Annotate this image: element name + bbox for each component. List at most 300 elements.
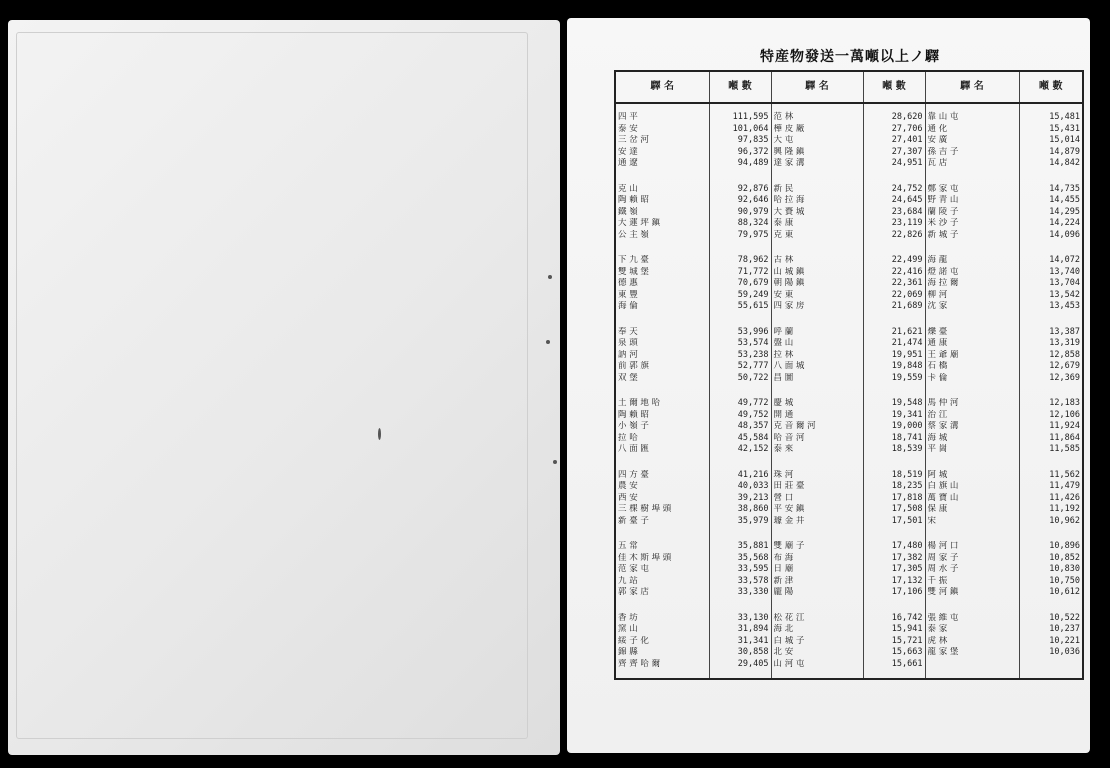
tonnage-cell: 14,096 [1019,230,1083,242]
spacer-cell [863,170,925,184]
station-name-cell: 新 城 子 [925,230,1019,242]
station-name-cell: 八 面 城 [771,361,863,373]
tonnage-cell: 19,848 [863,361,925,373]
station-name-cell: 海 城 [925,433,1019,445]
spacer-cell [771,170,863,184]
tonnage-cell: 111,595 [709,103,771,124]
table-row [615,516,1083,528]
tonnage-cell: 17,382 [863,553,925,565]
tonnage-cell: 53,996 [709,327,771,339]
station-name-cell: 陶 賴 昭 [615,410,709,422]
station-name-cell: 龐 陽 [771,587,863,599]
table-row [615,624,1083,636]
table-row [615,433,1083,445]
station-name-cell: 田 莊 臺 [771,481,863,493]
station-name-cell: 四 方 臺 [615,470,709,482]
spacer-cell [1019,241,1083,255]
ink-speck [548,275,552,279]
station-name-cell: 香 坊 [615,613,709,625]
station-name-cell: 農 安 [615,481,709,493]
tonnage-cell [1019,659,1083,680]
station-name-cell: 呼 蘭 [771,327,863,339]
spacer-cell [925,456,1019,470]
station-name-cell: 范 林 [771,103,863,124]
table-row [615,647,1083,659]
tonnage-cell: 10,962 [1019,516,1083,528]
station-name-cell: 海 拉 爾 [925,278,1019,290]
station-name-cell: 昌 圖 [771,373,863,385]
tonnage-cell: 10,750 [1019,576,1083,588]
tonnage-cell: 40,033 [709,481,771,493]
station-name-cell: 窯 山 [615,624,709,636]
tonnage-cell: 29,405 [709,659,771,680]
station-name-cell: 奉 天 [615,327,709,339]
table-row [615,444,1083,456]
table-row [615,553,1083,565]
table-row [615,493,1083,505]
station-name-cell: 公 主 嶺 [615,230,709,242]
tonnage-cell: 53,574 [709,338,771,350]
spacer-cell [863,384,925,398]
station-name-cell: 四 平 [615,103,709,124]
spacer-cell [925,170,1019,184]
table-row [615,255,1083,267]
tonnage-cell: 101,064 [709,124,771,136]
table-row [615,290,1083,302]
tonnage-cell: 24,645 [863,195,925,207]
tonnage-cell: 14,295 [1019,207,1083,219]
tonnage-cell: 17,480 [863,541,925,553]
station-name-cell: 山 河 屯 [771,659,863,680]
tonnage-cell: 96,372 [709,147,771,159]
tonnage-cell: 19,951 [863,350,925,362]
tonnage-cell: 21,474 [863,338,925,350]
station-name-cell: 珠 河 [771,470,863,482]
station-name-cell: 新 津 [771,576,863,588]
station-name-cell: 安 達 [615,147,709,159]
station-name-cell: 靠 山 屯 [925,103,1019,124]
spacer-cell [863,599,925,613]
station-name-cell: 鄭 家 屯 [925,184,1019,196]
station-name-cell: 朝 陽 鎭 [771,278,863,290]
station-name-cell: 松 花 江 [771,613,863,625]
station-name-cell: 德 惠 [615,278,709,290]
spacer-cell [709,241,771,255]
tonnage-cell: 22,499 [863,255,925,267]
spacer-cell [1019,599,1083,613]
data-table [614,70,1084,680]
station-name-cell: 通 化 [925,124,1019,136]
tonnage-cell: 92,646 [709,195,771,207]
station-name-cell: 石 橋 [925,361,1019,373]
station-name-cell: 三 岔 河 [615,135,709,147]
station-name-cell: 新 民 [771,184,863,196]
tonnage-cell: 10,612 [1019,587,1083,599]
table-row [615,184,1083,196]
spacer-cell [615,456,709,470]
table-row [615,410,1083,422]
tonnage-cell: 33,330 [709,587,771,599]
group-spacer [615,384,1083,398]
tonnage-cell: 10,237 [1019,624,1083,636]
station-name-cell: 布 海 [771,553,863,565]
spacer-cell [925,527,1019,541]
station-name-cell: 克 山 [615,184,709,196]
station-name-cell: 泰 家 [925,624,1019,636]
station-name-cell: 三 棵 樹 埠 頭 [615,504,709,516]
station-name-cell: 小 嶺 子 [615,421,709,433]
station-name-cell: 虎 林 [925,636,1019,648]
table-row [615,207,1083,219]
tonnage-cell: 31,894 [709,624,771,636]
tonnage-cell: 15,721 [863,636,925,648]
tonnage-cell: 33,578 [709,576,771,588]
station-name-cell: 周 家 子 [925,553,1019,565]
table-row [615,481,1083,493]
station-name-cell: 樺 皮 厰 [771,124,863,136]
header-tonnage-1: 噸 數 [709,71,771,103]
tonnage-cell: 39,213 [709,493,771,505]
page-title: 特産物發送一萬噸以上ノ驛 [760,49,940,65]
station-name-cell: 海 倫 [615,301,709,313]
station-name-cell: 大 賚 城 [771,207,863,219]
tonnage-cell: 10,852 [1019,553,1083,565]
tonnage-cell: 71,772 [709,267,771,279]
table-row [615,338,1083,350]
tonnage-cell: 23,684 [863,207,925,219]
station-name-cell: 雙 廟 子 [771,541,863,553]
spacer-cell [709,384,771,398]
header-tonnage-3: 噸 數 [1019,71,1083,103]
spacer-cell [709,456,771,470]
table-row [615,470,1083,482]
station-name-cell: 哈 拉 海 [771,195,863,207]
station-name-cell: 白 旗 山 [925,481,1019,493]
spacer-cell [1019,456,1083,470]
spacer-cell [1019,313,1083,327]
station-name-cell: 蔡 家 溝 [925,421,1019,433]
tonnage-cell: 45,584 [709,433,771,445]
tonnage-cell: 52,777 [709,361,771,373]
tonnage-cell: 11,924 [1019,421,1083,433]
spacer-cell [615,170,709,184]
table-row [615,636,1083,648]
group-spacer [615,313,1083,327]
tonnage-cell: 19,548 [863,398,925,410]
station-name-cell: 古 林 [771,255,863,267]
tonnage-cell: 33,130 [709,613,771,625]
table-row [615,659,1083,680]
table-row [615,158,1083,170]
spacer-cell [771,599,863,613]
station-name-cell: 白 城 子 [771,636,863,648]
tonnage-cell: 17,508 [863,504,925,516]
tonnage-cell: 31,341 [709,636,771,648]
station-name-cell: 孫 吉 子 [925,147,1019,159]
station-name-cell: 拉 哈 [615,433,709,445]
tonnage-cell: 19,000 [863,421,925,433]
station-name-cell [925,659,1019,680]
tonnage-cell: 16,742 [863,613,925,625]
tonnage-cell: 10,896 [1019,541,1083,553]
station-name-cell: 爍 臺 [925,327,1019,339]
group-spacer [615,456,1083,470]
tonnage-cell: 22,361 [863,278,925,290]
tonnage-cell: 12,369 [1019,373,1083,385]
station-name-cell: 安 廣 [925,135,1019,147]
spacer-cell [863,313,925,327]
table-row [615,147,1083,159]
ink-speck [378,428,381,440]
table-row [615,564,1083,576]
station-name-cell: 安 東 [771,290,863,302]
spacer-cell [925,384,1019,398]
station-name-cell: 大 屯 [771,135,863,147]
station-name-cell: 泰 來 [771,444,863,456]
station-name-cell: 東 豐 [615,290,709,302]
tonnage-cell: 15,431 [1019,124,1083,136]
spacer-cell [615,241,709,255]
station-name-cell: 泉 頭 [615,338,709,350]
tonnage-cell: 12,858 [1019,350,1083,362]
tonnage-cell: 30,858 [709,647,771,659]
station-name-cell: 錦 縣 [615,647,709,659]
tonnage-cell: 14,455 [1019,195,1083,207]
station-name-cell: 瓦 店 [925,158,1019,170]
spacer-cell [709,170,771,184]
header-row [615,71,1083,103]
station-name-cell: 泰 安 [615,124,709,136]
tonnage-cell: 22,826 [863,230,925,242]
tonnage-cell: 13,704 [1019,278,1083,290]
tonnage-cell: 14,879 [1019,147,1083,159]
tonnage-cell: 11,562 [1019,470,1083,482]
station-name-cell: 通 遼 [615,158,709,170]
station-name-cell: 雙 河 鎭 [925,587,1019,599]
station-name-cell: 拉 林 [771,350,863,362]
station-name-cell: 西 安 [615,493,709,505]
table-row [615,350,1083,362]
station-name-cell: 保 康 [925,504,1019,516]
station-name-cell: 日 廟 [771,564,863,576]
station-name-cell: 雙 城 堡 [615,267,709,279]
station-name-cell: 前 郭 旗 [615,361,709,373]
station-name-cell: 馬 仲 河 [925,398,1019,410]
station-name-cell: 沈 家 [925,301,1019,313]
spacer-cell [615,313,709,327]
tonnage-cell: 13,453 [1019,301,1083,313]
table-body [615,103,1083,679]
tonnage-cell: 24,752 [863,184,925,196]
tonnage-cell: 12,183 [1019,398,1083,410]
station-name-cell: 通 康 [925,338,1019,350]
tonnage-cell: 13,542 [1019,290,1083,302]
station-name-cell: 平 安 鎭 [771,504,863,516]
header-tonnage-2: 噸 數 [863,71,925,103]
station-name-cell: 八 面 匯 [615,444,709,456]
group-spacer [615,241,1083,255]
station-name-cell: 北 安 [771,647,863,659]
tonnage-cell: 11,426 [1019,493,1083,505]
station-name-cell: 野 青 山 [925,195,1019,207]
tonnage-cell: 35,568 [709,553,771,565]
tonnage-cell: 17,132 [863,576,925,588]
tonnage-cell: 15,941 [863,624,925,636]
group-spacer [615,599,1083,613]
station-name-cell: 卡 倫 [925,373,1019,385]
station-name-cell: 五 常 [615,541,709,553]
tonnage-cell: 78,962 [709,255,771,267]
tonnage-cell: 42,152 [709,444,771,456]
tonnage-cell: 13,319 [1019,338,1083,350]
station-name-cell: 海 北 [771,624,863,636]
tonnage-cell: 48,357 [709,421,771,433]
station-name-cell: 燈 諾 屯 [925,267,1019,279]
station-name-cell: 平 崗 [925,444,1019,456]
station-name-cell: 宋 [925,516,1019,528]
tonnage-cell: 50,722 [709,373,771,385]
tonnage-cell: 10,221 [1019,636,1083,648]
station-name-cell: 山 城 鎭 [771,267,863,279]
table-row [615,218,1083,230]
station-name-cell: 營 口 [771,493,863,505]
tonnage-cell: 13,387 [1019,327,1083,339]
spacer-cell [925,241,1019,255]
header-station-3: 驛 名 [925,71,1019,103]
tonnage-cell: 17,305 [863,564,925,576]
tonnage-cell: 49,752 [709,410,771,422]
tonnage-cell: 35,881 [709,541,771,553]
station-name-cell: 米 沙 子 [925,218,1019,230]
spacer-cell [771,241,863,255]
spacer-cell [863,527,925,541]
tonnage-cell: 15,014 [1019,135,1083,147]
station-name-cell: 訥 河 [615,350,709,362]
tonnage-cell: 23,119 [863,218,925,230]
tonnage-cell: 15,661 [863,659,925,680]
tonnage-cell: 12,679 [1019,361,1083,373]
station-name-cell: 新 臺 子 [615,516,709,528]
station-name-cell: 克 音 爾 河 [771,421,863,433]
tonnage-cell: 19,341 [863,410,925,422]
table-row [615,278,1083,290]
spacer-cell [1019,384,1083,398]
tonnage-cell: 97,835 [709,135,771,147]
tonnage-cell: 59,249 [709,290,771,302]
spacer-cell [771,384,863,398]
spacer-cell [925,599,1019,613]
tonnage-cell: 90,979 [709,207,771,219]
tonnage-cell: 18,519 [863,470,925,482]
tonnage-cell: 14,072 [1019,255,1083,267]
station-name-cell: 佳 木 斯 埠 頭 [615,553,709,565]
station-name-cell: 陶 賴 昭 [615,195,709,207]
tonnage-cell: 15,481 [1019,103,1083,124]
table-row [615,195,1083,207]
station-name-cell: 郭 家 店 [615,587,709,599]
tonnage-cell: 27,401 [863,135,925,147]
tonnage-cell: 17,106 [863,587,925,599]
tonnage-cell: 18,539 [863,444,925,456]
tonnage-cell: 21,621 [863,327,925,339]
station-name-cell: 萬 寶 山 [925,493,1019,505]
header-station-1: 驛 名 [615,71,709,103]
station-name-cell: 蘭 陵 子 [925,207,1019,219]
spacer-cell [709,527,771,541]
tonnage-cell: 22,416 [863,267,925,279]
tonnage-cell: 11,585 [1019,444,1083,456]
station-name-cell: 泰 康 [771,218,863,230]
table-row [615,398,1083,410]
tonnage-cell: 53,238 [709,350,771,362]
tonnage-cell: 13,740 [1019,267,1083,279]
station-name-cell: 下 九 臺 [615,255,709,267]
table-row [615,361,1083,373]
table-row [615,613,1083,625]
group-spacer [615,170,1083,184]
spacer-cell [925,313,1019,327]
tonnage-cell: 11,864 [1019,433,1083,445]
station-name-cell: 克 東 [771,230,863,242]
station-name-cell: 柳 河 [925,290,1019,302]
station-name-cell: 哈 音 河 [771,433,863,445]
station-name-cell: 海 龍 [925,255,1019,267]
tonnage-cell: 12,106 [1019,410,1083,422]
ink-speck [546,340,550,344]
tonnage-cell: 22,069 [863,290,925,302]
table-row [615,267,1083,279]
table-row [615,373,1083,385]
station-name-cell: 綏 子 化 [615,636,709,648]
table-row [615,576,1083,588]
tonnage-cell: 35,979 [709,516,771,528]
station-name-cell: 齊 齊 哈 爾 [615,659,709,680]
tonnage-cell: 15,663 [863,647,925,659]
station-name-cell: 大 蓮 坪 鎭 [615,218,709,230]
station-name-cell: 璩 金 井 [771,516,863,528]
spacer-cell [615,599,709,613]
station-name-cell: 慶 城 [771,398,863,410]
station-name-cell: 九 站 [615,576,709,588]
station-name-cell: 興 隆 鎭 [771,147,863,159]
tonnage-cell: 94,489 [709,158,771,170]
spacer-cell [1019,170,1083,184]
tonnage-cell: 27,307 [863,147,925,159]
tonnage-cell: 17,818 [863,493,925,505]
station-name-cell: 楊 河 口 [925,541,1019,553]
tonnage-cell: 18,235 [863,481,925,493]
tonnage-cell: 49,772 [709,398,771,410]
tonnage-cell: 11,192 [1019,504,1083,516]
spacer-cell [615,384,709,398]
station-name-cell: 龍 家 堡 [925,647,1019,659]
table-row [615,230,1083,242]
tonnage-cell: 70,679 [709,278,771,290]
group-spacer [615,527,1083,541]
left-blank-page [8,20,560,755]
spacer-cell [863,241,925,255]
table-row [615,327,1083,339]
station-name-cell: 土 爾 地 哈 [615,398,709,410]
tonnage-cell: 55,615 [709,301,771,313]
table-row [615,587,1083,599]
station-name-cell: 双 堡 [615,373,709,385]
tonnage-cell: 14,842 [1019,158,1083,170]
spacer-cell [771,527,863,541]
tonnage-cell: 33,595 [709,564,771,576]
tonnage-cell: 11,479 [1019,481,1083,493]
spacer-cell [771,313,863,327]
